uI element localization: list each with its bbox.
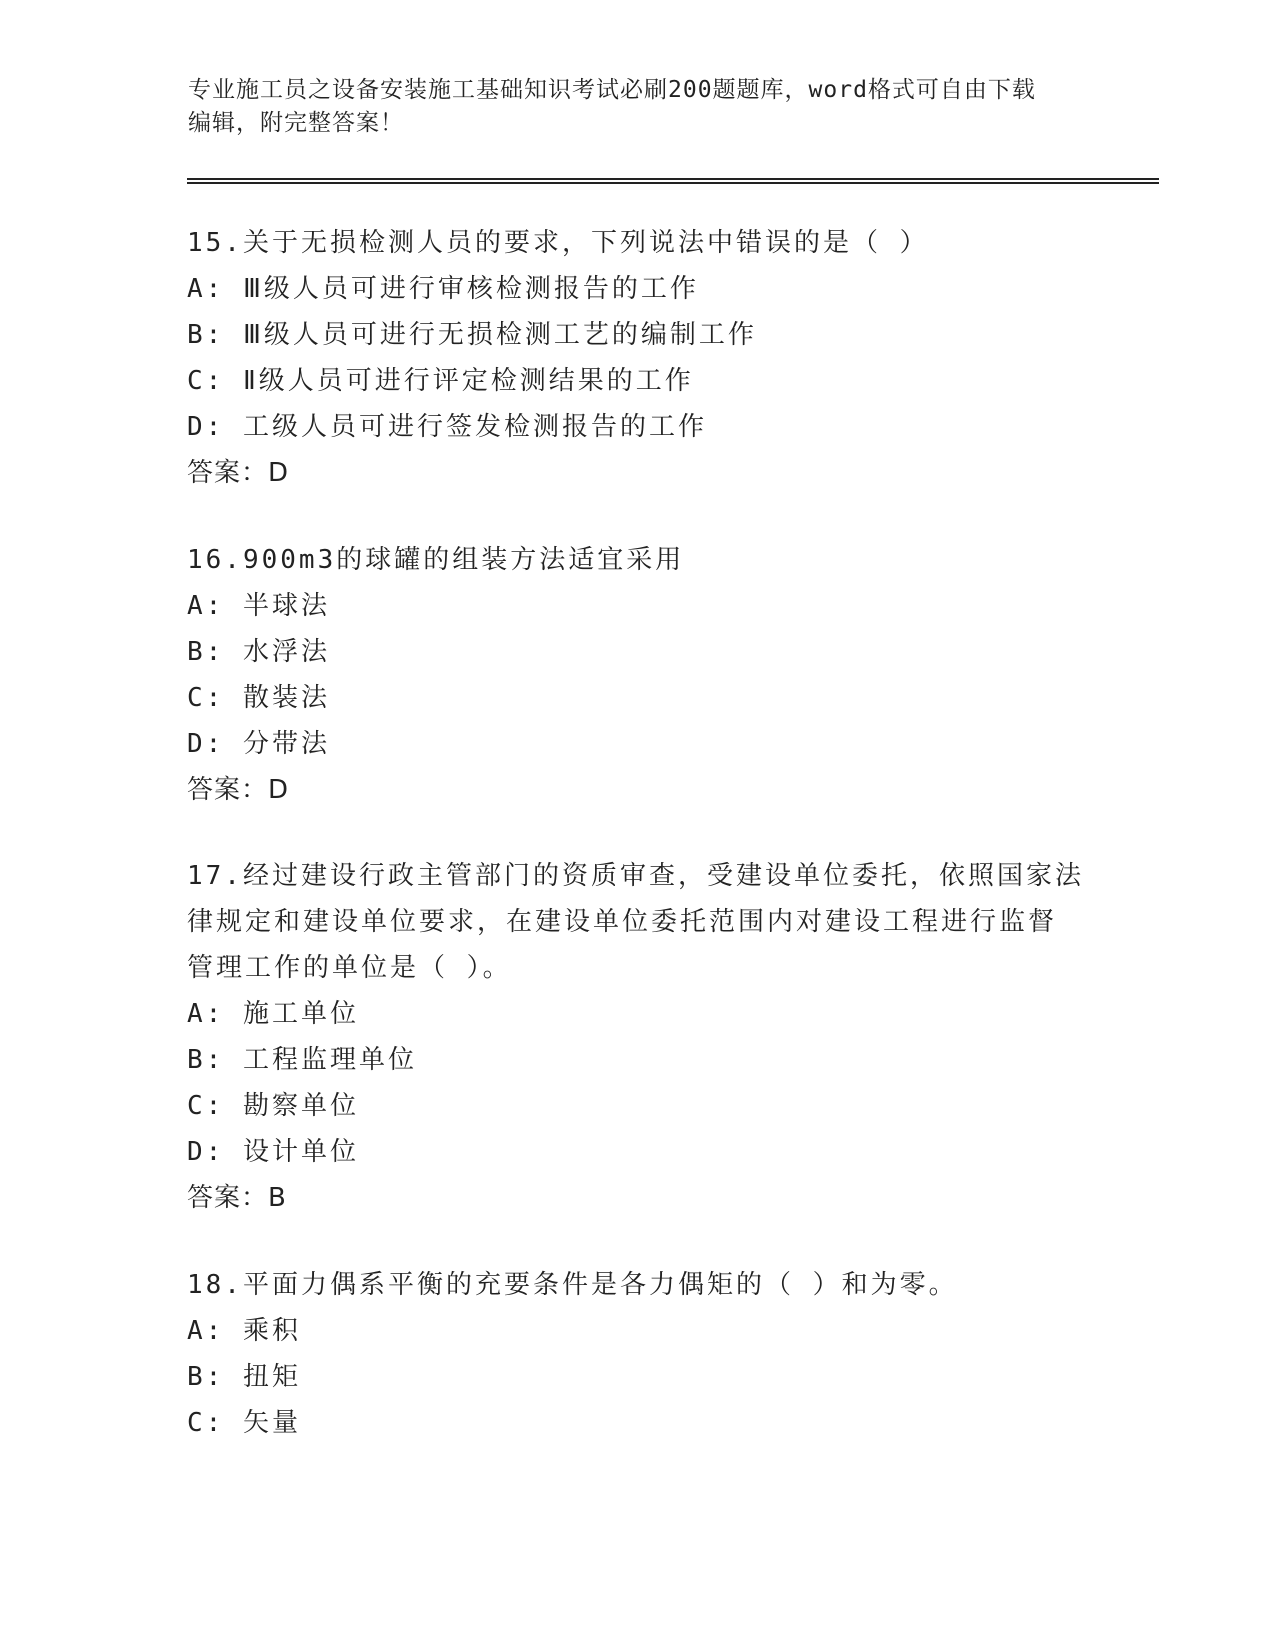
question-16: [187, 537, 1087, 813]
option-b: B: 扭矩: [187, 1362, 301, 1392]
question-text: 18.平面力偶系平衡的充要条件是各力偶矩的（ ）和为零。: [187, 1270, 958, 1300]
header-divider: [187, 178, 1159, 184]
option-d: D: 设计单位: [187, 1137, 359, 1167]
option-c: C: 矢量: [187, 1408, 301, 1438]
question-text-line-2: 律规定和建设单位要求，在建设单位委托范围内对建设工程进行监督: [187, 907, 1058, 937]
option-a: A: Ⅲ级人员可进行审核检测报告的工作: [187, 274, 699, 304]
question-text-line-1: 17.经过建设行政主管部门的资质审查，受建设单位委托，依照国家法: [187, 861, 1084, 891]
option-d: D: 工级人员可进行签发检测报告的工作: [187, 412, 707, 442]
option-d: D: 分带法: [187, 729, 330, 759]
option-b: B: 水浮法: [187, 637, 330, 667]
question-text: 16.900m3的球罐的组装方法适宜采用: [187, 545, 685, 575]
option-c: C: 散装法: [187, 683, 330, 713]
option-a: A: 乘积: [187, 1316, 301, 1346]
answer: 答案：D: [187, 458, 290, 488]
question-text: 15.关于无损检测人员的要求，下列说法中错误的是（ ）: [187, 228, 929, 258]
option-a: A: 半球法: [187, 591, 330, 621]
answer: 答案：B: [187, 1183, 287, 1213]
option-b: B: 工程监理单位: [187, 1045, 417, 1075]
option-c: C: 勘察单位: [187, 1091, 359, 1121]
option-c: C: Ⅱ级人员可进行评定检测结果的工作: [187, 366, 694, 396]
document-header: [188, 74, 1088, 140]
question-17: [187, 853, 1087, 1221]
question-18: [187, 1262, 1087, 1446]
option-a: A: 施工单位: [187, 999, 359, 1029]
header-line-2: 编辑，附完整答案！: [188, 110, 404, 136]
option-b: B: Ⅲ级人员可进行无损检测工艺的编制工作: [187, 320, 757, 350]
question-text-line-3: 管理工作的单位是（ ）。: [187, 953, 512, 983]
header-line-1: 专业施工员之设备安装施工基础知识考试必刷200题题库，word格式可自由下载: [188, 77, 1036, 103]
answer: 答案：D: [187, 775, 290, 805]
question-15: [187, 220, 1087, 496]
